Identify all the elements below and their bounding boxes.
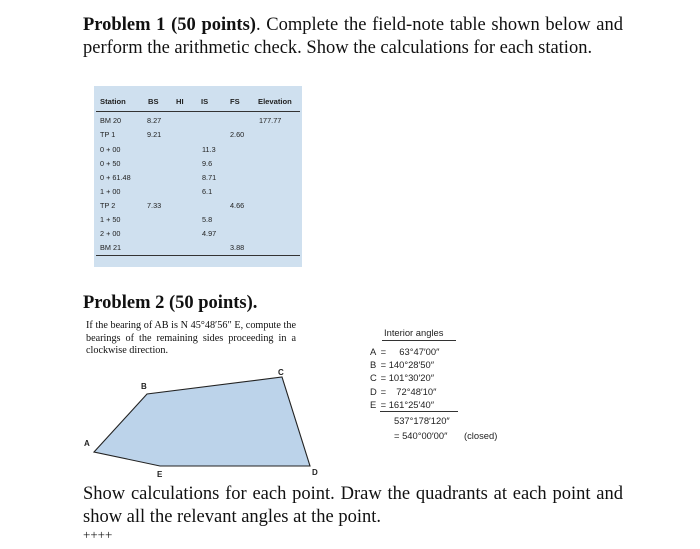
vertex-label-c: C	[278, 368, 284, 377]
row-is: 6.1	[202, 187, 213, 196]
header-is: IS	[201, 97, 209, 106]
angle-value: 140°28′50″	[388, 359, 435, 370]
angle-row-c: C = 101°30′20″	[370, 372, 435, 383]
vertex-label-a: A	[84, 439, 90, 448]
vertex-label-e: E	[157, 470, 163, 479]
row-station: 0 + 61.48	[100, 173, 131, 182]
row-station: BM 21	[100, 243, 122, 252]
row-is: 9.6	[202, 159, 213, 168]
footer-instructions: Show calculations for each point. Draw the quadrants at each point and show all the relevant angles at the point.	[83, 484, 623, 527]
row-station: 2 + 00	[100, 229, 121, 238]
angle-value: 101°30′20″	[388, 372, 435, 383]
row-bs: 7.33	[147, 201, 162, 210]
problem2-title: Problem 2 (50 points).	[83, 293, 258, 313]
angle-value: 63°47′00″	[399, 346, 440, 357]
vertex-label-d: D	[312, 468, 318, 477]
row-is: 4.97	[202, 229, 217, 238]
row-elevation: 177.77	[259, 116, 282, 125]
row-station: TP 1	[100, 130, 116, 139]
vertex-label-b: B	[141, 382, 147, 391]
row-station: 1 + 50	[100, 215, 121, 224]
row-station: BM 20	[100, 116, 122, 125]
row-is: 5.8	[202, 215, 213, 224]
traverse-polygon	[94, 377, 310, 466]
row-fs: 4.66	[230, 201, 245, 210]
row-station: 0 + 00	[100, 145, 121, 154]
angle-row-d: D = 72°48′10″	[370, 386, 437, 397]
angles-sum: 537°178′120″	[394, 415, 450, 426]
header-fs: FS	[230, 97, 240, 106]
angle-value: 161°25′40″	[388, 399, 435, 410]
angle-value: 72°48′10″	[396, 386, 437, 397]
angles-title: Interior angles	[384, 327, 444, 338]
header-bs: BS	[148, 97, 159, 106]
angle-row-b: B = 140°28′50″	[370, 359, 435, 370]
row-station: TP 2	[100, 201, 116, 210]
header-station: Station	[100, 97, 126, 106]
row-bs: 8.27	[147, 116, 162, 125]
row-is: 8.71	[202, 173, 217, 182]
angle-row-e: E = 161°25′40″	[370, 399, 435, 410]
angles-closed-note: (closed)	[464, 430, 498, 441]
row-bs: 9.21	[147, 130, 162, 139]
footer-marks: ++++	[83, 527, 113, 542]
problem2-description: If the bearing of AB is N 45°48′56″ E, compute the bearings of the remaining sides proceeding in a clockwise direction.	[86, 320, 296, 357]
row-fs: 2.60	[230, 130, 245, 139]
row-is: 11.3	[202, 145, 216, 154]
angle-row-a: A = 63°47′00″	[370, 346, 440, 357]
row-station: 0 + 50	[100, 159, 121, 168]
row-fs: 3.88	[230, 243, 245, 252]
angles-total: = 540°00′00″	[394, 430, 448, 441]
angles-sum-rule	[380, 411, 458, 412]
row-station: 1 + 00	[100, 187, 121, 196]
problem1-text: . Complete the field-note table shown below and perform the arithmetic check. Show the calculations for each station.	[83, 15, 623, 58]
header-hi: HI	[176, 97, 184, 106]
angles-title-underline	[382, 340, 456, 341]
header-elevation: Elevation	[258, 97, 292, 106]
problem1-title: Problem 1 (50 points)	[83, 15, 256, 35]
